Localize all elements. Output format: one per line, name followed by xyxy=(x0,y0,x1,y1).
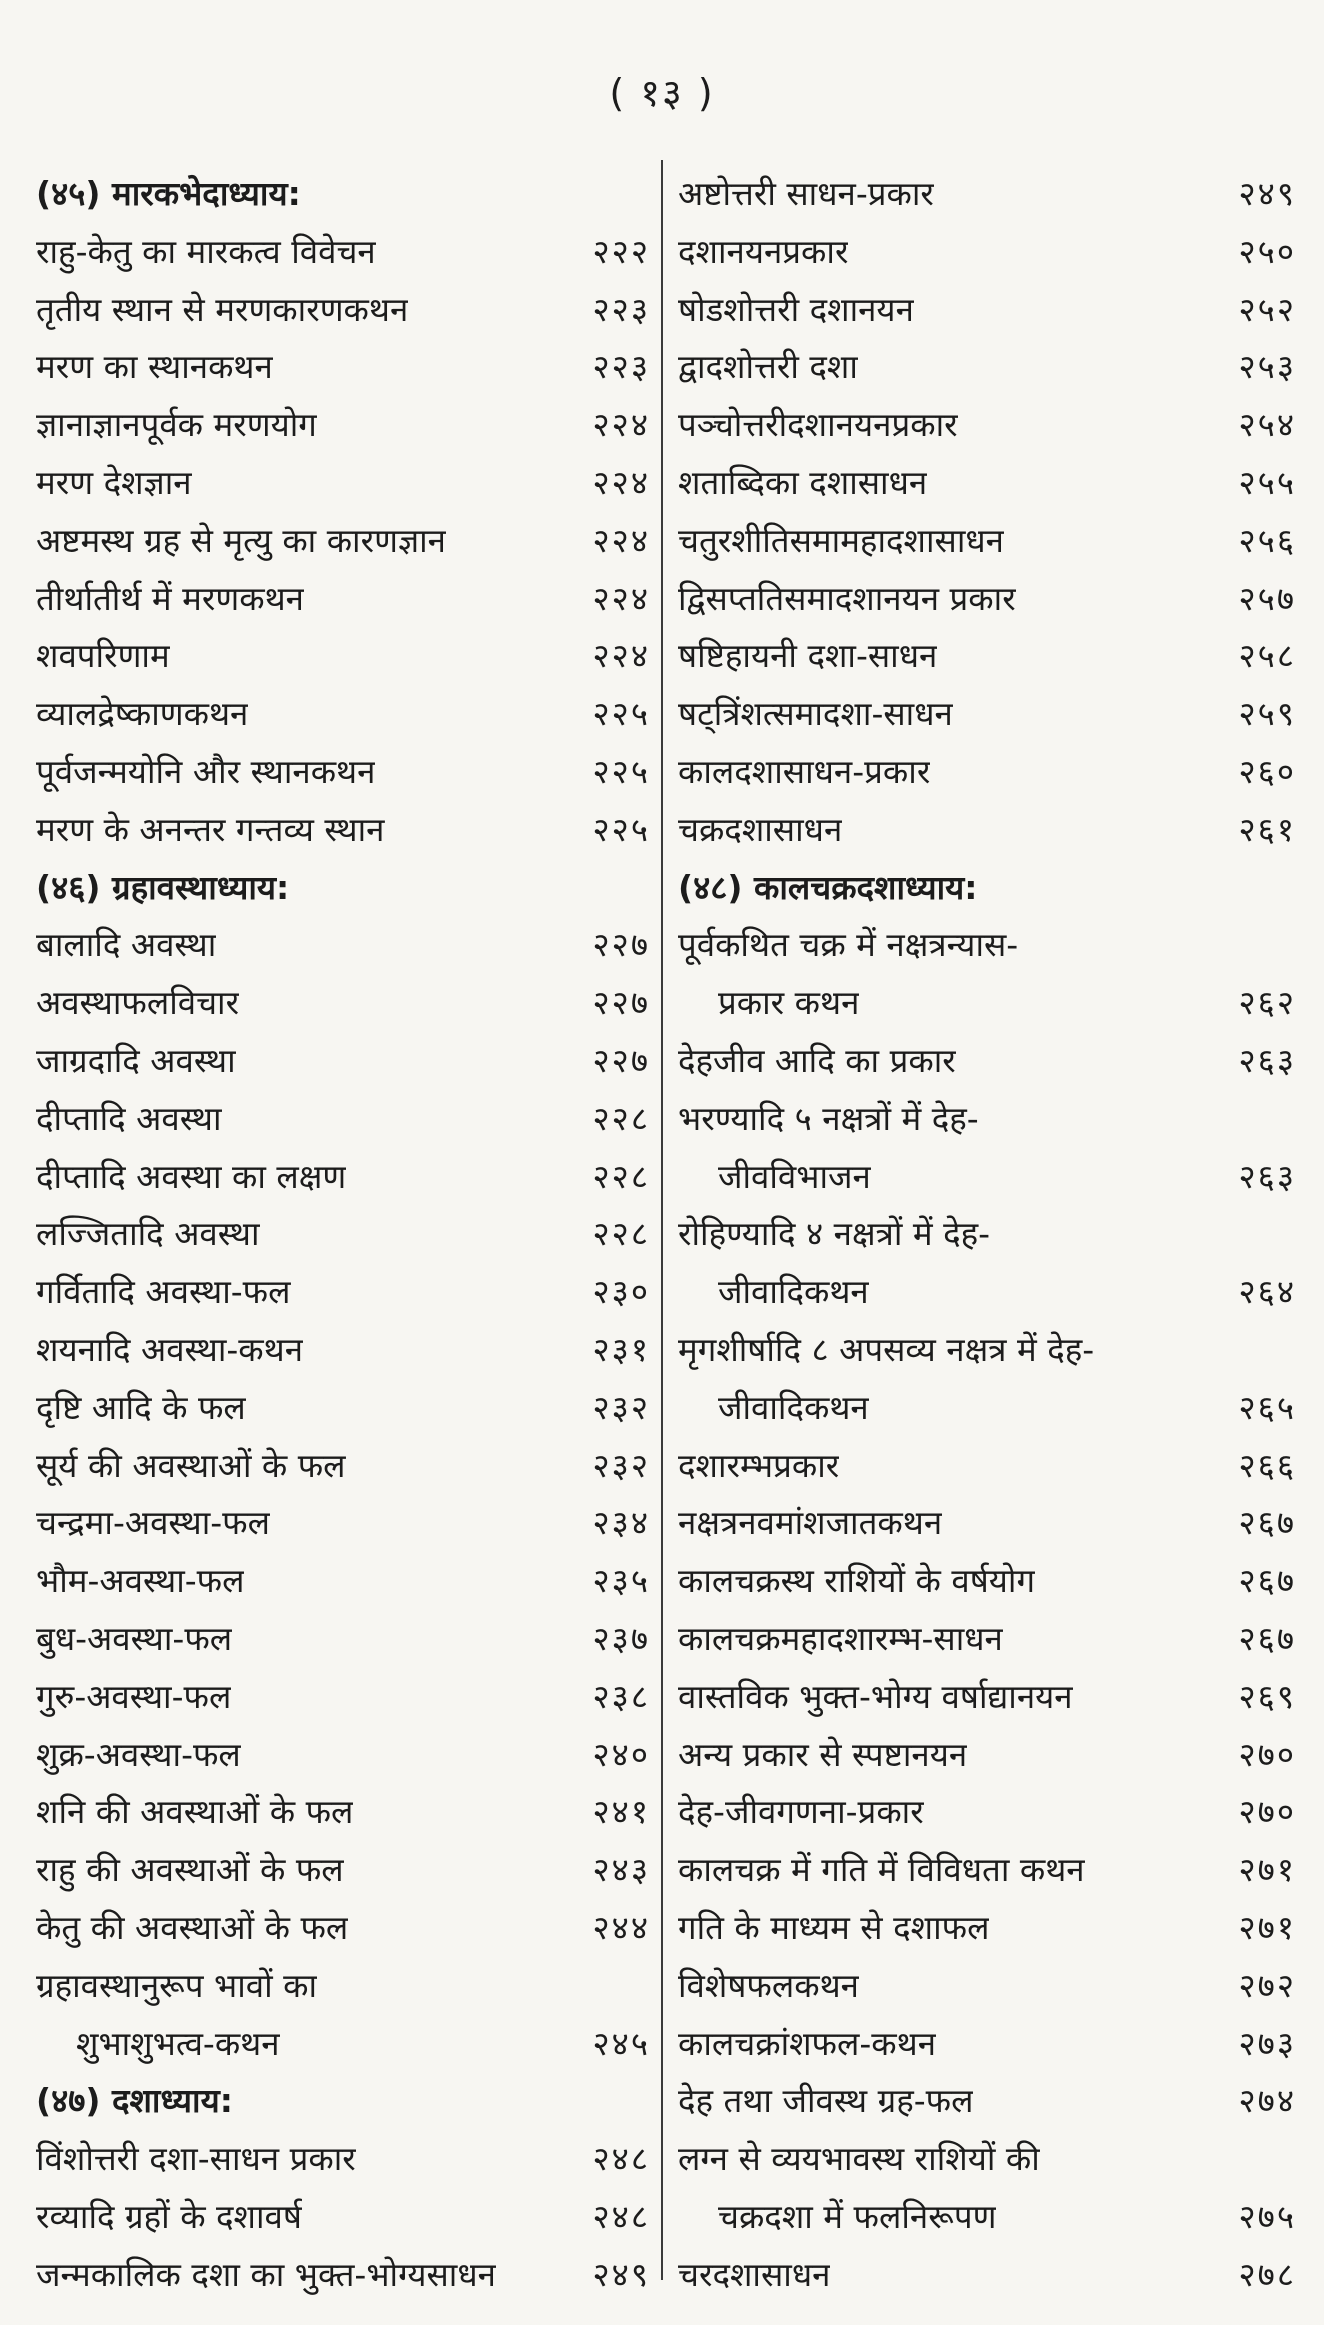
entry-page-number: २२३ xyxy=(592,289,650,329)
entry-page-number: २२८ xyxy=(592,1214,650,1254)
entry-title: पञ्चोत्तरीदशानयनप्रकार xyxy=(678,405,958,445)
entry-page-number: २४४ xyxy=(592,1907,650,1947)
entry-page-number: २२५ xyxy=(592,751,650,791)
entry-page-number: २२२ xyxy=(592,231,650,271)
toc-entry xyxy=(36,1205,650,1263)
toc-entry xyxy=(36,1552,650,1610)
entry-title: ग्रहावस्थानुरूप भावों का xyxy=(36,1965,318,2005)
entry-page-number: २५२ xyxy=(1238,289,1296,329)
entry-title: जीवादिकथन xyxy=(718,1387,869,1427)
chapter-title: (४५) मारकभेदाध्याय: xyxy=(36,174,301,213)
toc-entry xyxy=(678,454,1296,512)
entry-page-number: २५४ xyxy=(1238,405,1296,445)
entry-title: तीर्थातीर्थ में मरणकथन xyxy=(36,578,304,618)
entry-title: राहु-केतु का मारकत्व विवेचन xyxy=(36,231,376,271)
entry-page-number: २४९ xyxy=(1238,174,1296,213)
entry-page-number: २४० xyxy=(592,1734,650,1774)
toc-entry xyxy=(36,223,650,281)
entry-page-number: २२५ xyxy=(592,809,650,849)
toc-entry xyxy=(36,743,650,801)
toc-entry xyxy=(678,223,1296,281)
toc-entry xyxy=(678,1321,1296,1379)
toc-entry xyxy=(678,1726,1296,1784)
entry-title: अष्टमस्थ ग्रह से मृत्यु का कारणज्ञान xyxy=(36,520,446,560)
toc-entry xyxy=(36,685,650,743)
entry-title: व्यालद्रेष्काणकथन xyxy=(36,694,249,734)
entry-title: जन्मकालिक दशा का भुक्त-भोग्यसाधन xyxy=(36,2254,496,2294)
entry-page-number: २७८ xyxy=(1238,2254,1296,2294)
entry-title: शवपरिणाम xyxy=(36,636,170,676)
toc-entry xyxy=(36,570,650,628)
entry-title: अन्य प्रकार से स्पष्टानयन xyxy=(678,1734,968,1774)
entry-title: सूर्य की अवस्थाओं के फल xyxy=(36,1445,346,1485)
toc-entry xyxy=(678,2072,1296,2130)
entry-page-number: २२८ xyxy=(592,1156,650,1196)
entry-page-number: २४८ xyxy=(592,2139,650,2179)
entry-title: अवस्थाफलविचार xyxy=(36,983,240,1023)
entry-page-number: २६४ xyxy=(1238,1272,1296,1312)
entry-page-number: २६३ xyxy=(1238,1156,1296,1196)
entry-title: चन्द्रमा-अवस्था-फल xyxy=(36,1503,270,1543)
entry-title: दशानयनप्रकार xyxy=(678,231,849,271)
entry-page-number: २६० xyxy=(1238,751,1296,791)
entry-page-number: २३४ xyxy=(592,1503,650,1543)
toc-left-column xyxy=(36,165,650,2303)
entry-title: चक्रदशासाधन xyxy=(678,809,843,849)
toc-entry xyxy=(678,338,1296,396)
entry-title: मरण का स्थानकथन xyxy=(36,347,273,387)
entry-title: शताब्दिका दशासाधन xyxy=(678,462,928,502)
entry-page-number: २३५ xyxy=(592,1561,650,1601)
entry-title: लग्न से व्ययभावस्थ राशियों की xyxy=(678,2139,1040,2179)
entry-page-number: २५९ xyxy=(1238,694,1296,734)
toc-entry xyxy=(678,570,1296,628)
entry-page-number: २३० xyxy=(592,1272,650,1312)
entry-title: केतु की अवस्थाओं के फल xyxy=(36,1907,349,1947)
entry-title: प्रकार कथन xyxy=(718,983,860,1023)
toc-entry xyxy=(36,1783,650,1841)
entry-title: वास्तविक भुक्त-भोग्य वर्षाद्यानयन xyxy=(678,1676,1073,1716)
toc-entry xyxy=(36,1437,650,1495)
toc-entry xyxy=(678,1148,1296,1206)
toc-entry xyxy=(678,1783,1296,1841)
entry-title: चक्रदशा में फलनिरूपण xyxy=(718,2196,997,2236)
entry-title: विंशोत्तरी दशा-साधन प्रकार xyxy=(36,2139,356,2179)
toc-entry xyxy=(678,1957,1296,2015)
entry-title: गति के माध्यम से दशाफल xyxy=(678,1907,990,1947)
entry-page-number: २२७ xyxy=(592,1040,650,1080)
entry-page-number: २५६ xyxy=(1238,520,1296,560)
entry-page-number: २७३ xyxy=(1238,2023,1296,2063)
entry-page-number: २५८ xyxy=(1238,636,1296,676)
entry-title: रोहिण्यादि ४ नक्षत्रों में देह- xyxy=(678,1214,991,1254)
toc-entry xyxy=(678,1263,1296,1321)
toc-entry xyxy=(36,1379,650,1437)
entry-page-number: २७५ xyxy=(1238,2196,1296,2236)
toc-entry xyxy=(678,1437,1296,1495)
toc-entry xyxy=(678,2130,1296,2188)
toc-entry xyxy=(36,1841,650,1899)
entry-title: कालचक्र में गति में विविधता कथन xyxy=(678,1850,1085,1890)
entry-title: मरण के अनन्तर गन्तव्य स्थान xyxy=(36,809,385,849)
entry-page-number: २५५ xyxy=(1238,462,1296,502)
entry-title: देहजीव आदि का प्रकार xyxy=(678,1040,956,1080)
entry-page-number: २२४ xyxy=(592,520,650,560)
toc-entry xyxy=(678,165,1296,223)
entry-page-number: २६२ xyxy=(1238,983,1296,1023)
entry-page-number: २४१ xyxy=(592,1792,650,1832)
toc-entry xyxy=(678,2246,1296,2304)
entry-title: दशारम्भप्रकार xyxy=(678,1445,840,1485)
entry-title: बालादि अवस्था xyxy=(36,925,217,965)
toc-entry xyxy=(678,1205,1296,1263)
entry-title: षट्त्रिंशत्समादशा-साधन xyxy=(678,694,953,734)
toc-entry xyxy=(36,974,650,1032)
entry-title: कालचक्रमहादशारम्भ-साधन xyxy=(678,1618,1003,1658)
entry-page-number: २६७ xyxy=(1238,1561,1296,1601)
entry-page-number: २२७ xyxy=(592,925,650,965)
entry-title: मरण देशज्ञान xyxy=(36,462,192,502)
entry-title: कालदशासाधन-प्रकार xyxy=(678,751,931,791)
entry-title: दृष्टि आदि के फल xyxy=(36,1387,246,1427)
toc-entry xyxy=(36,1321,650,1379)
entry-page-number: २७१ xyxy=(1238,1907,1296,1947)
entry-page-number: २४५ xyxy=(592,2023,650,2063)
toc-entry xyxy=(36,916,650,974)
entry-title: दीप्तादि अवस्था xyxy=(36,1098,222,1138)
entry-title: विशेषफलकथन xyxy=(678,1965,859,2005)
toc-entry xyxy=(36,1726,650,1784)
entry-page-number: २५० xyxy=(1238,231,1296,271)
toc-entry xyxy=(678,1552,1296,1610)
page-number: ( १३ ) xyxy=(609,71,715,115)
toc-entry xyxy=(678,743,1296,801)
toc-entry xyxy=(36,338,650,396)
toc-entry xyxy=(36,1494,650,1552)
entry-page-number: २२४ xyxy=(592,462,650,502)
entry-page-number: २२३ xyxy=(592,347,650,387)
entry-title: शनि की अवस्थाओं के फल xyxy=(36,1792,354,1832)
entry-page-number: २२४ xyxy=(592,405,650,445)
toc-entry xyxy=(36,1090,650,1148)
entry-page-number: २६७ xyxy=(1238,1503,1296,1543)
toc-entry xyxy=(678,512,1296,570)
entry-page-number: २७० xyxy=(1238,1734,1296,1774)
entry-page-number: २५३ xyxy=(1238,347,1296,387)
toc-entry xyxy=(678,627,1296,685)
entry-page-number: २६१ xyxy=(1238,809,1296,849)
toc-entry xyxy=(36,2246,650,2304)
toc-entry xyxy=(36,1032,650,1090)
entry-title: षष्टिहायनी दशा-साधन xyxy=(678,636,938,676)
toc-entry xyxy=(36,1610,650,1668)
entry-title: नक्षत्रनवमांशजातकथन xyxy=(678,1503,943,1543)
toc-entry xyxy=(678,685,1296,743)
entry-title: शुभाशुभत्व-कथन xyxy=(76,2023,280,2063)
entry-title: रव्यादि ग्रहों के दशावर्ष xyxy=(36,2196,302,2236)
entry-title: राहु की अवस्थाओं के फल xyxy=(36,1850,344,1890)
entry-page-number: २७० xyxy=(1238,1792,1296,1832)
toc-entry xyxy=(36,396,650,454)
toc-entry xyxy=(678,281,1296,339)
toc-entry xyxy=(678,974,1296,1032)
toc-entry xyxy=(678,1032,1296,1090)
toc-entry xyxy=(36,1148,650,1206)
entry-title: दीप्तादि अवस्था का लक्षण xyxy=(36,1156,347,1196)
entry-title: षोडशोत्तरी दशानयन xyxy=(678,289,914,329)
entry-title: शुक्र-अवस्था-फल xyxy=(36,1734,241,1774)
entry-page-number: २३२ xyxy=(592,1445,650,1485)
entry-title: चतुरशीतिसमामहादशासाधन xyxy=(678,520,1004,560)
chapter-heading xyxy=(36,859,650,917)
entry-title: द्विसप्ततिसमादशानयन प्रकार xyxy=(678,578,1016,618)
entry-title: भौम-अवस्था-फल xyxy=(36,1561,245,1601)
entry-title: गर्वितादि अवस्था-फल xyxy=(36,1272,291,1312)
chapter-title: (४७) दशाध्याय: xyxy=(36,2081,233,2121)
entry-title: चरदशासाधन xyxy=(678,2254,831,2294)
entry-page-number: २६५ xyxy=(1238,1387,1296,1427)
toc-entry xyxy=(36,627,650,685)
entry-page-number: २६९ xyxy=(1238,1676,1296,1716)
entry-title: कालचक्रांशफल-कथन xyxy=(678,2023,937,2063)
entry-page-number: २२८ xyxy=(592,1098,650,1138)
entry-title: लज्जितादि अवस्था xyxy=(36,1214,260,1254)
entry-title: पूर्वकथित चक्र में नक्षत्रन्यास- xyxy=(678,925,1019,965)
entry-page-number: २२७ xyxy=(592,983,650,1023)
chapter-heading xyxy=(678,859,1296,917)
entry-page-number: २३७ xyxy=(592,1618,650,1658)
toc-entry xyxy=(678,916,1296,974)
chapter-title: (४६) ग्रहावस्थाध्याय: xyxy=(36,867,290,907)
entry-page-number: २६३ xyxy=(1238,1040,1296,1080)
entry-title: जीवविभाजन xyxy=(718,1156,871,1196)
entry-page-number: २४९ xyxy=(592,2254,650,2294)
toc-entry xyxy=(36,454,650,512)
toc-entry xyxy=(678,1379,1296,1437)
chapter-title: (४८) कालचक्रदशाध्याय: xyxy=(678,867,978,907)
entry-title: भरण्यादि ५ नक्षत्रों में देह- xyxy=(678,1098,979,1138)
toc-entry xyxy=(36,512,650,570)
entry-page-number: २७४ xyxy=(1238,2081,1296,2121)
toc-entry xyxy=(36,1263,650,1321)
entry-title: देह-जीवगणना-प्रकार xyxy=(678,1792,924,1832)
entry-title: अष्टोत्तरी साधन-प्रकार xyxy=(678,174,934,213)
entry-title: शयनादि अवस्था-कथन xyxy=(36,1329,304,1369)
chapter-heading xyxy=(36,165,650,223)
toc-entry xyxy=(36,2130,650,2188)
toc-entry xyxy=(678,1899,1296,1957)
toc-entry xyxy=(678,1668,1296,1726)
entry-page-number: २६६ xyxy=(1238,1445,1296,1485)
entry-title: बुध-अवस्था-फल xyxy=(36,1618,233,1658)
entry-title: देह तथा जीवस्थ ग्रह-फल xyxy=(678,2081,974,2121)
entry-page-number: २७१ xyxy=(1238,1850,1296,1890)
entry-title: गुरु-अवस्था-फल xyxy=(36,1676,232,1716)
entry-page-number: २२४ xyxy=(592,578,650,618)
entry-title: जाग्रदादि अवस्था xyxy=(36,1040,236,1080)
entry-page-number: २३८ xyxy=(592,1676,650,1716)
toc-entry xyxy=(36,281,650,339)
entry-title: कालचक्रस्थ राशियों के वर्षयोग xyxy=(678,1561,1036,1601)
toc-entry xyxy=(678,1841,1296,1899)
toc-entry xyxy=(678,1494,1296,1552)
entry-page-number: २२५ xyxy=(592,694,650,734)
toc-entry xyxy=(36,2015,650,2073)
entry-page-number: २७२ xyxy=(1238,1965,1296,2005)
chapter-heading xyxy=(36,2072,650,2130)
entry-title: तृतीय स्थान से मरणकारणकथन xyxy=(36,289,409,329)
entry-page-number: २३१ xyxy=(592,1329,650,1369)
toc-entry xyxy=(678,396,1296,454)
toc-entry xyxy=(678,801,1296,859)
toc-entry xyxy=(678,2188,1296,2246)
toc-entry xyxy=(678,1610,1296,1668)
entry-title: जीवादिकथन xyxy=(718,1272,869,1312)
toc-right-column xyxy=(678,165,1296,2303)
entry-page-number: २४८ xyxy=(592,2196,650,2236)
entry-page-number: २४३ xyxy=(592,1850,650,1890)
entry-page-number: २३२ xyxy=(592,1387,650,1427)
entry-page-number: २६७ xyxy=(1238,1618,1296,1658)
column-divider xyxy=(661,160,663,2280)
toc-entry xyxy=(36,2188,650,2246)
toc-entry xyxy=(678,2015,1296,2073)
toc-entry xyxy=(36,1668,650,1726)
entry-title: पूर्वजन्मयोनि और स्थानकथन xyxy=(36,751,376,791)
entry-title: द्वादशोत्तरी दशा xyxy=(678,347,858,387)
entry-title: मृगशीर्षादि ८ अपसव्य नक्षत्र में देह- xyxy=(678,1329,1095,1369)
entry-page-number: २५७ xyxy=(1238,578,1296,618)
toc-entry xyxy=(36,1957,650,2015)
entry-page-number: २२४ xyxy=(592,636,650,676)
toc-entry xyxy=(36,1899,650,1957)
toc-entry xyxy=(678,1090,1296,1148)
toc-entry xyxy=(36,801,650,859)
entry-title: ज्ञानाज्ञानपूर्वक मरणयोग xyxy=(36,405,317,445)
